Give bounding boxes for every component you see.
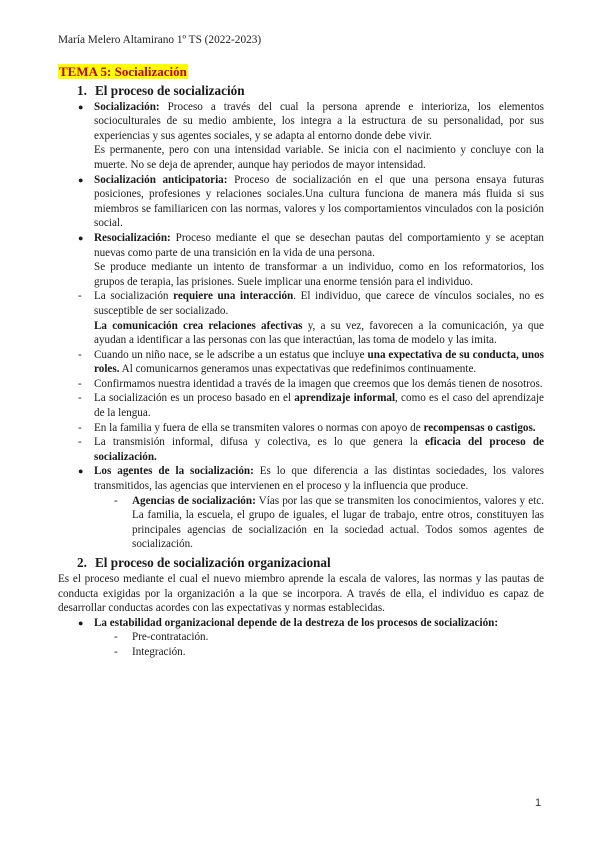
bullet-resocializacion-cont: Se produce mediante un intento de transformar a un individuo, como en los reformatorios, los grupos de terapia, las prisiones. Suele implicar una enorme tensión para el individuo.	[94, 261, 544, 288]
emphasis: aprendizaje informal	[294, 392, 396, 405]
title-line	[58, 64, 544, 81]
bullet-estabilidad	[58, 616, 544, 631]
bullet-icon: ●	[78, 232, 84, 243]
emphasis: requiere una interacción	[173, 290, 294, 303]
dash-icon: -	[78, 348, 82, 361]
document-title: TEMA 5: Socialización	[59, 64, 187, 79]
bullet-socializacion	[58, 100, 544, 144]
bullet-icon: ●	[78, 466, 84, 477]
bullet-icon: ●	[78, 101, 84, 112]
term: La estabilidad organizacional depende de la destreza de los procesos de socialización:	[94, 616, 499, 629]
dash-icon: -	[114, 494, 118, 507]
dash-item-interaccion-cont	[58, 319, 544, 348]
dash-icon: -	[78, 290, 82, 303]
bullet-resocializacion	[58, 231, 544, 260]
dash-item-transmision	[58, 435, 544, 464]
text: Cuando un niño nace, se le adscribe a un estatus que incluye	[94, 348, 368, 361]
term: Socialización:	[94, 100, 160, 113]
section-2-number: 2.	[77, 555, 87, 570]
dash-item-familia	[58, 421, 544, 436]
term: Agencias de socialización:	[132, 494, 256, 507]
term: Los agentes de la socialización:	[94, 465, 254, 478]
section-1-number: 1.	[77, 82, 87, 98]
dash-icon: -	[78, 392, 82, 405]
definition: Proceso de socialización en el que una persona ensaya futuras posiciones, profesiones y relaciones sociales.Una cultura funciona de manera más fluida si sus miembros se familiaricen con las normas, valores y los comportamientos vinculados con la posición social.	[94, 173, 544, 230]
dash-item-agencias	[58, 494, 544, 552]
bullet-icon: ●	[78, 174, 84, 185]
term: Socialización anticipatoria:	[94, 173, 228, 186]
text: y, a su vez, favorecen a la comunicación, ya que ayudan a identificar a las personas con las que interactúan, las toma de modelo y las imita.	[94, 319, 544, 347]
page-number: 1	[535, 797, 542, 809]
definition: Es lo que diferencia a las distintas sociedades, los valores transmitidos, las agencias que intervienen en el proceso y la influencia que produce.	[94, 465, 544, 493]
text: En la familia y fuera de ella se transmiten valores o normas con apoyo de	[94, 421, 424, 434]
dash-item-interaccion	[58, 289, 544, 318]
text: Pre-contratación.	[132, 631, 209, 644]
section-1-heading	[77, 83, 544, 99]
bullet-icon: ●	[78, 617, 84, 628]
dash-icon: -	[78, 436, 82, 449]
text: Confirmamos nuestra identidad a través de la imagen que creemos que los demás tienen de nosotros.	[94, 377, 543, 390]
emphasis: eficacia del proceso de socialización.	[94, 436, 544, 463]
text: La socialización	[94, 290, 174, 303]
list-item	[58, 645, 544, 660]
emphasis: La comunicación crea relaciones afectivas	[94, 319, 303, 332]
bullet-socializacion-anticipatoria	[58, 173, 544, 231]
dash-icon: -	[78, 377, 82, 390]
page-content	[58, 64, 544, 660]
dash-item-estatus	[58, 348, 544, 377]
section-2-title: El proceso de socialización organizacional	[95, 555, 331, 570]
section-2-heading	[77, 555, 544, 571]
text: La transmisión informal, difusa y colectiva, es lo que genera la	[94, 436, 425, 449]
text: . El individuo, que carece de vínculos sociales, no es susceptible de ser socializado.	[94, 290, 544, 317]
text: , como es el caso del aprendizaje de la lengua.	[94, 392, 544, 420]
dash-item-identidad	[58, 377, 544, 392]
text: Al comunicarnos generamos unas expectativas que redefinimos continuamente.	[119, 363, 477, 376]
emphasis: una expectativa de su conducta, unos roles.	[94, 348, 545, 376]
emphasis: recompensas o castigos.	[423, 421, 536, 434]
bullet-socializacion-cont: Es permanente, pero con una intensidad variable. Se inicia con el nacimiento y concluye con la muerte. No se deja de aprender, aunque hay periodos de mayor intensidad.	[94, 144, 544, 171]
definition: Vías por las que se transmiten los conocimientos, valores y etc. La familia, la escuela, el grupo de iguales, el lugar de trabajo, entre otros, constituyen las principales agencias de socialización en la sociedad actual. Todos somos agentes de socialización.	[132, 494, 544, 551]
text: Integración.	[132, 645, 186, 658]
dash-icon: -	[78, 421, 82, 434]
dash-item-aprendizaje	[58, 391, 544, 420]
term: Resocialización:	[94, 231, 171, 244]
section-1-title: El proceso de socialización	[95, 82, 245, 98]
text: La socialización es un proceso basado en el	[94, 392, 295, 405]
dash-icon: -	[114, 631, 118, 644]
list-item	[58, 630, 544, 645]
section-2-paragraph: Es el proceso mediante el cual el nuevo miembro aprende la escala de valores, las normas y las pautas de conducta exigidas por la organización a la que se incorpora. A través de ella, el individuo es capaz de desarrollar conductas acordes con las expectativas y normas establecidas.	[58, 573, 544, 615]
definition: Proceso mediante el que se desechan pautas del comportamiento y se aceptan nuevas como parte de una transición en la vida de una persona.	[94, 231, 544, 259]
dash-icon: -	[114, 645, 118, 658]
bullet-agentes	[58, 464, 544, 493]
definition: Proceso a través del cual la persona aprende e interioriza, los elementos socioculturales de su medio ambiente, los integra a la estructura de su personalidad, por sus experiencias y sus agentes sociales, y se adapta al entorno donde debe vivir.	[94, 100, 544, 142]
page-header: María Melero Altamirano 1º TS (2022-2023)	[58, 34, 262, 46]
